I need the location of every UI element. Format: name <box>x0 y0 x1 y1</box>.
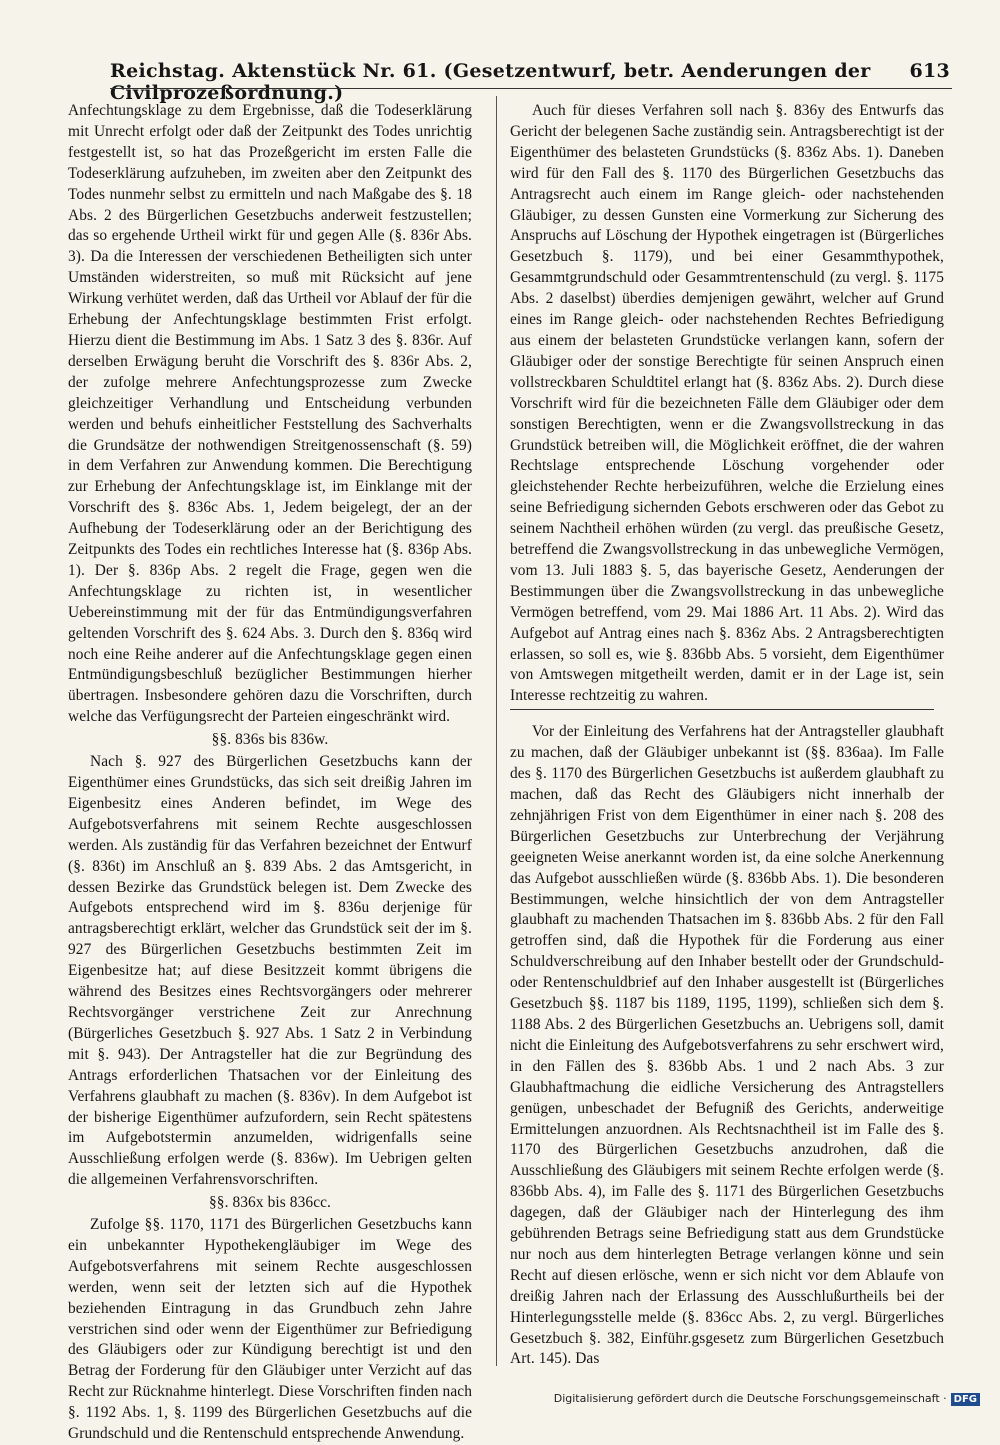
paragraph-rule <box>510 709 934 710</box>
section-heading: §§. 836x bis 836cc. <box>208 1194 332 1212</box>
paragraph: Anfechtungsklage zu dem Ergebnisse, daß die Todeserklärung mit Unrecht erfolgt oder daß der Zeitpunkt des Todes unrichtig festgestellt ist, so hat das Prozeßgericht im ersten Falle die Todeserklärung aufzuheben, im zweiten aber den Zeitpunkt des Todes nunmehr selbst zu ermitteln und nach Maßgabe des §. 18 Abs. 2 des Bürgerlichen Gesetzbuchs anderweit festzustellen; das so ergehende Urtheil wirkt für und gegen Alle (§. 836r Abs. 3). Da die Interessen der verschiedenen Betheiligten sich unter Umständen widerstreiten, so muß mit Rücksicht auf jene Wirkung verhütet werden, daß das Urtheil vor Ablauf der für die Erhebung der Anfechtungsklage bestimmten Frist erfolgt. Hierzu dient die Bestimmung im Abs. 1 Satz 3 des §. 836r. Auf derselben Erwägung beruht die Vorschrift des §. 836r Abs. 2, der zufolge mehrere Anfechtungsprozesse zum Zwecke gleichzeitiger Verhandlung und Entscheidung verbunden werden und behufs einheitlicher Feststellung des Sachverhalts die Grundsätze der nothwendigen Streitgenossenschaft (§. 59) in dem Verfahren zur Anwendung kommen. Die Berechtigung zur Erhebung der Anfechtungsklage ist, im Einklange mit der Vorschrift des §. 836c Abs. 1, Jedem beigelegt, der an der Aufhebung der Todeserklärung oder an der Berichtigung des Zeitpunkts des Todes ein rechtliches Interesse hat (§. 836p Abs. 1). Der §. 836p Abs. 2 regelt die Frage, gegen wen die Anfechtungsklage zu richten ist, in wesentlicher Uebereinstimmung mit der für das Entmündigungsverfahren geltenden Vorschrift des §. 624 Abs. 3. Durch den §. 836q wird noch eine Reihe anderer auf die Anfechtungsklage gegen einen Entmündigungsbeschluß bezüglicher Bestimmungen hierher übertragen. Insbesondere gehören dazu die Vorschriften, durch welche das Verfügungsrecht der Parteien eingeschränkt wird. <box>68 102 472 726</box>
page-header <box>110 56 950 104</box>
header-rule <box>110 88 952 89</box>
paragraph: Auch für dieses Verfahren soll nach §. 836y des Entwurfs das Gericht der belegenen Sache zuständig sein. Antragsberechtigt ist der Eigenthümer des belasteten Grundstücks (§. 836z Abs. 1). Daneben wird für den Fall des §. 1170 des Bürgerlichen Gesetzbuchs das Antragsrecht auch einem im Range gleich- oder nachstehenden Gläubiger, zu dessen Gunsten eine Vormerkung zur Sicherung des Anspruchs auf Löschung der Hypothek eingetragen ist (Bürgerliches Gesetzbuch §. 1179), und bei einer Gesammthypothek, Gesammtgrundschuld oder Gesammtrentenschuld (zu vergl. §. 1175 Abs. 2 daselbst) überdies demjenigen gewährt, welcher auf Grund eines im Range gleich- oder nachstehenden Rechtes Befriedigung aus einem der belasteten Grundstücke verlangen kann, sofern der Gläubiger oder der sonstige Berechtigte für seinen Anspruch einen vollstreckbaren Schuldtitel erlangt hat (§. 836z Abs. 2). Durch diese Vorschrift wird für die bezeichneten Fälle dem Gläubiger oder dem sonstigen Berechtigten, wenn er die Zwangsvollstreckung in das Grundstück betreiben will, die Möglichkeit eröffnet, die der wahren Rechtslage entsprechende Löschung vorgehender oder gleichstehender Rechte herbeizuführen, welche die Erzielung eines seine Befriedigung sichernden Gebots erschweren oder das Gebot zu seinem Nachtheil erhöhen würden (zu vergl. das preußische Gesetz, betreffend die Zwangsvollstreckung in das unbewegliche Vermögen, vom 13. Juli 1883 §. 5, das bayerische Gesetz, Aenderungen der Bestimmungen über die Zwangsvollstreckung in das unbewegliche Vermögen betreffend, vom 29. Mai 1886 Art. 11 Abs. 2). Wird das Aufgebot auf Antrag eines nach §. 836z Abs. 2 Antragsberechtigten erlassen, so soll es, wie §. 836bb Abs. 5 vorsieht, dem Eigenthümer von Amtswegen mitgetheilt werden, damit er in der Lage ist, sein Interesse rechtzeitig zu wahren. <box>510 102 944 705</box>
paragraph: Nach §. 927 des Bürgerlichen Gesetzbuchs kann der Eigenthümer eines Grundstücks, das sich seit dreißig Jahren im Eigenbesitz eines Anderen befindet, im Wege des Aufgebotsverfahrens mit seinem Rechte ausgeschlossen werden. Als zuständig für das Verfahren bezeichnet der Entwurf (§. 836t) im Anschluß an §. 839 Abs. 2 das Amtsgericht, in dessen Bezirke das Grundstück belegen ist. Dem Zwecke des Aufgebots entsprechend wird im §. 836u derjenige für antragsberechtigt erklärt, welcher das Grundstück seit der im §. 927 des Bürgerlichen Gesetzbuchs bestimmten Zeit im Eigenbesitze hat; auf diese Besitzzeit kommt übrigens die während des Besitzes eines Rechtsvorgängers oder mehrerer Rechtsvorgänger verstrichene Zeit zur Anrechnung (Bürgerliches Gesetzbuch §. 927 Abs. 1 Satz 2 in Verbindung mit §. 943). Der Antragsteller hat die zur Begründung des Antrags erforderlichen Thatsachen vor der Einleitung des Verfahrens glaubhaft zu machen (§. 836v). In dem Aufgebot ist der bisherige Eigenthümer aufzufordern, sein Recht spätestens im Aufgebotstermin anzumelden, widrigenfalls seine Ausschließung erfolgen werde (§. 836w). Im Uebrigen gelten die allgemeinen Verfahrensvorschriften. <box>68 753 472 1189</box>
running-title: Reichstag. Aktenstück Nr. 61. (Gesetzentwurf, betr. Aenderungen der Civilprozeßordnung.) <box>110 60 871 104</box>
credit-text: Digitalisierung gefördert durch die Deutsche Forschungsgemeinschaft · <box>553 1392 947 1405</box>
right-column <box>510 101 944 1370</box>
left-column <box>68 101 472 1445</box>
page-number: 613 <box>909 60 950 82</box>
digitization-credit <box>554 1392 980 1406</box>
paragraph: Vor der Einleitung des Verfahrens hat der Antragsteller glaubhaft zu machen, daß der Gläubiger unbekannt ist (§§. 836aa). Im Falle des §. 1170 des Bürgerlichen Gesetzbuchs ist außerdem glaubhaft zu machen, daß das Recht des Gläubigers nicht innerhalb der zehnjährigen Frist von dem Eigenthümer in einer nach §. 208 des Bürgerlichen Gesetzbuchs zur Unterbrechung der Verjährung geeigneten Weise anerkannt worden ist, da eine solche Anerkennung das Aufgebot ausschließen würde (§. 836bb Abs. 1). Die besonderen Bestimmungen, welche hinsichtlich der von dem Antragsteller glaubhaft zu machenden Thatsachen im §. 836bb Abs. 2 für den Fall getroffen sind, daß die Hypothek für die Forderung aus einer Schuldverschreibung auf den Inhaber bestellt oder der Grundschuld- oder Rentenschuldbrief auf den Inhaber ausgestellt ist (Bürgerliches Gesetzbuch §§. 1187 bis 1189, 1195, 1199), schließen sich dem §. 1188 Abs. 2 des Bürgerlichen Gesetzbuchs an. Uebrigens soll, damit nicht die Einleitung des Aufgebotsverfahrens zu sehr erschwert wird, in den Fällen des §. 836bb Abs. 1 und 2 nach Abs. 3 zur Glaubhaftmachung die eidliche Versicherung des Antragstellers genügen, unbeschadet der Befugniß des Gerichts, anderweitige Ermittelungen anzuordnen. Als Rechtsnachtheil ist im Falle des §. 1170 des Bürgerlichen Gesetzbuchs anzudrohen, daß die Ausschließung des Gläubigers mit seinem Rechte erfolgen werde (§. 836bb Abs. 4), im Falle des §. 1171 des Bürgerlichen Gesetzbuchs dagegen, daß der Gläubiger nach der Hinterlegung des ihm gebührenden Betrags seine Befriedigung statt aus dem Grundstücke nur noch aus dem hinterlegten Betrage verlangen könne und sein Recht auf diesen erlösche, wenn er sich nicht vor dem Ablaufe von dreißig Jahren nach der Erlassung des Ausschlußurtheils bei der Hinterlegungsstelle melde (§. 836cc Abs. 2, zu vergl. Bürgerliches Gesetzbuch §. 382, Einführ.gsgesetz zum Bürgerlichen Gesetzbuch Art. 145). Das <box>510 723 944 1368</box>
paragraph: Zufolge §§. 1170, 1171 des Bürgerlichen Gesetzbuchs kann ein unbekannter Hypothekengläubiger im Wege des Aufgebotsverfahrens mit seinem Rechte ausgeschlossen werden, wenn seit der letzten sich auf die Hypothek beziehenden Eintragung in das Grundbuch zehn Jahre verstrichen sind oder wenn der Eigenthümer zur Befriedigung des Gläubigers oder zur Kündigung berechtigt ist und den Betrag der Forderung für den Gläubiger unter Verzicht auf das Recht zur Rücknahme hinterlegt. Diese Vorschriften finden nach §. 1192 Abs. 1, §. 1199 des Bürgerlichen Gesetzbuchs auf die Grundschuld und die Rentenschuld entsprechende Anwendung. <box>68 1216 472 1443</box>
column-divider <box>496 96 497 1366</box>
dfg-logo: DFG <box>951 1393 980 1406</box>
section-heading: §§. 836s bis 836w. <box>211 731 329 749</box>
